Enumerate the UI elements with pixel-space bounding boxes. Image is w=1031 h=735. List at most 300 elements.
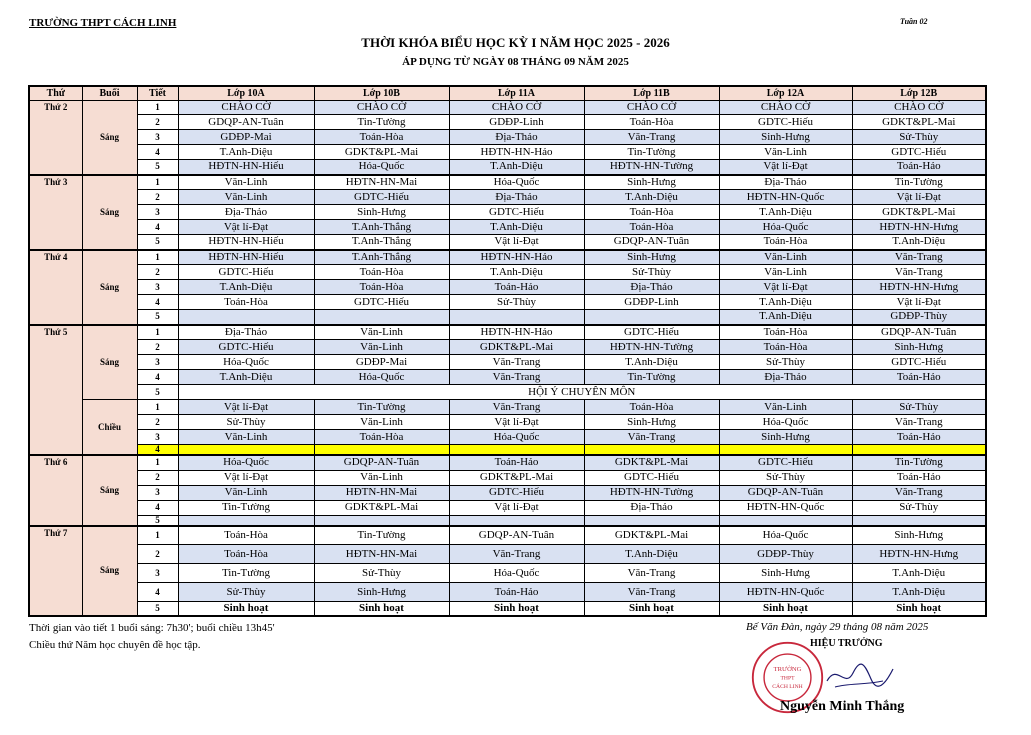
lesson-cell: GDTC-Hiếu	[178, 265, 314, 280]
lesson-cell: Sử-Thùy	[314, 564, 449, 583]
day-cell: Thứ 7	[29, 526, 82, 617]
lesson-cell: HĐTN-HN-Hưng	[852, 280, 986, 295]
lesson-cell: HĐTN-HN-Mai	[314, 545, 449, 564]
session-cell: Sáng	[82, 455, 137, 526]
lesson-cell: GDTC-Hiếu	[719, 115, 852, 130]
lesson-cell: Tin-Tường	[852, 175, 986, 190]
table-row	[29, 220, 986, 235]
lesson-cell: Địa-Thảo	[584, 280, 719, 295]
lesson-cell: Sử-Thùy	[852, 400, 986, 415]
table-row	[29, 385, 986, 400]
session-cell: Chiều	[82, 400, 137, 456]
lesson-cell: T.Anh-Diệu	[584, 355, 719, 370]
note-thursday: Chiều thứ Năm học chuyên đề học tập.	[29, 639, 201, 651]
lesson-cell: Hóa-Quốc	[719, 526, 852, 545]
table-row	[29, 205, 986, 220]
period-cell: 3	[137, 430, 178, 445]
lesson-cell: Toán-Hòa	[584, 115, 719, 130]
lesson-cell: GDKT&PL-Mai	[852, 205, 986, 220]
week-label: Tuần 02	[900, 17, 928, 26]
lesson-cell: HĐTN-HN-Hảo	[449, 145, 584, 160]
period-cell: 1	[137, 455, 178, 470]
lesson-cell: HĐTN-HN-Quốc	[719, 190, 852, 205]
lesson-cell: T.Anh-Diệu	[178, 280, 314, 295]
day-cell: Thứ 4	[29, 250, 82, 325]
lesson-cell: Vật lí-Đạt	[178, 400, 314, 415]
table-row	[29, 280, 986, 295]
lesson-cell	[584, 310, 719, 325]
lesson-cell: HĐTN-HN-Tường	[584, 340, 719, 355]
period-cell: 1	[137, 400, 178, 415]
table-row	[29, 430, 986, 445]
lesson-cell: Toán-Hòa	[584, 400, 719, 415]
lesson-cell: Văn-Trang	[449, 545, 584, 564]
column-header: Lớp 11A	[449, 86, 584, 101]
lesson-cell: Văn-Linh	[314, 340, 449, 355]
lesson-cell: GDKT&PL-Mai	[314, 145, 449, 160]
lesson-cell: Toán-Hảo	[449, 455, 584, 470]
lesson-cell: Hóa-Quốc	[314, 160, 449, 175]
lesson-cell: HĐTN-HN-Quốc	[719, 500, 852, 515]
column-header: Lớp 10B	[314, 86, 449, 101]
lesson-cell: Hóa-Quốc	[449, 430, 584, 445]
table-row	[29, 470, 986, 485]
lesson-cell: Địa-Thảo	[584, 500, 719, 515]
lesson-cell	[449, 310, 584, 325]
lesson-cell: Địa-Thảo	[719, 175, 852, 190]
lesson-cell: Sinh-Hưng	[852, 340, 986, 355]
period-cell: 2	[137, 190, 178, 205]
lesson-cell: Văn-Trang	[449, 370, 584, 385]
lesson-cell: GDTC-Hiếu	[852, 145, 986, 160]
lesson-cell: GDKT&PL-Mai	[584, 455, 719, 470]
lesson-cell: T.Anh-Diệu	[852, 235, 986, 250]
period-cell: 3	[137, 205, 178, 220]
period-cell: 2	[137, 470, 178, 485]
lesson-cell: T.Anh-Diệu	[719, 295, 852, 310]
lesson-cell: Toán-Hòa	[314, 280, 449, 295]
lesson-cell: GDTC-Hiếu	[178, 340, 314, 355]
lesson-cell: T.Anh-Diệu	[852, 583, 986, 602]
page-title: THỜI KHÓA BIỂU HỌC KỲ I NĂM HỌC 2025 - 2026	[361, 35, 670, 50]
day-cell: Thứ 3	[29, 175, 82, 250]
lesson-cell: Vật lí-Đạt	[719, 280, 852, 295]
session-cell: Sáng	[82, 526, 137, 617]
lesson-cell: T.Anh-Diệu	[178, 145, 314, 160]
table-row	[29, 400, 986, 415]
lesson-cell: HĐTN-HN-Mai	[314, 175, 449, 190]
lesson-cell: GDQP-AN-Tuân	[449, 526, 584, 545]
lesson-cell	[178, 515, 314, 526]
lesson-cell: CHÀO CỜ	[584, 101, 719, 115]
lesson-cell: Sinh hoạt	[584, 602, 719, 616]
lesson-cell: HĐTN-HN-Hảo	[449, 325, 584, 340]
lesson-cell: Toán-Hòa	[178, 295, 314, 310]
lesson-cell: Văn-Linh	[178, 430, 314, 445]
lesson-cell: Văn-Trang	[584, 430, 719, 445]
lesson-cell: Sinh-Hưng	[852, 526, 986, 545]
table-row	[29, 160, 986, 175]
lesson-cell: Toán-Hòa	[719, 340, 852, 355]
lesson-cell: Sử-Thùy	[719, 470, 852, 485]
lesson-cell: Văn-Linh	[719, 145, 852, 160]
lesson-cell: Địa-Thảo	[719, 370, 852, 385]
lesson-cell: Văn-Linh	[178, 175, 314, 190]
lesson-cell: GDTC-Hiếu	[314, 190, 449, 205]
period-cell: 5	[137, 602, 178, 616]
lesson-cell: CHÀO CỜ	[449, 101, 584, 115]
lesson-cell: GDTC-Hiếu	[449, 485, 584, 500]
lesson-cell	[314, 310, 449, 325]
lesson-cell: T.Anh-Thắng	[314, 235, 449, 250]
lesson-cell: T.Anh-Diệu	[449, 220, 584, 235]
lesson-cell: Văn-Trang	[852, 415, 986, 430]
period-cell: 5	[137, 385, 178, 400]
lesson-cell: Toán-Hảo	[852, 470, 986, 485]
lesson-cell: Sử-Thùy	[852, 130, 986, 145]
signer-name: Nguyễn Minh Thắng	[780, 699, 905, 714]
lesson-cell	[852, 515, 986, 526]
lesson-cell: GDTC-Hiếu	[314, 295, 449, 310]
lesson-cell	[584, 515, 719, 526]
lesson-cell: HĐTN-HN-Hưng	[852, 220, 986, 235]
period-cell: 5	[137, 235, 178, 250]
lesson-cell: Hóa-Quốc	[178, 455, 314, 470]
svg-text:THPT: THPT	[780, 675, 795, 682]
lesson-cell: GDTC-Hiếu	[584, 325, 719, 340]
lesson-cell: Địa-Thảo	[449, 130, 584, 145]
table-row	[29, 265, 986, 280]
lesson-cell: Văn-Linh	[314, 325, 449, 340]
session-cell: Sáng	[82, 101, 137, 175]
period-cell: 2	[137, 545, 178, 564]
lesson-cell: Toán-Hảo	[852, 160, 986, 175]
place-date: Bế Văn Đàn, ngày 29 tháng 08 năm 2025	[746, 621, 929, 633]
lesson-cell: T.Anh-Diệu	[178, 370, 314, 385]
lesson-cell: Địa-Thảo	[178, 205, 314, 220]
lesson-cell: Vật lí-Đạt	[719, 160, 852, 175]
lesson-cell: GDĐP-Thùy	[719, 545, 852, 564]
lesson-cell: Văn-Linh	[719, 265, 852, 280]
lesson-cell: Hóa-Quốc	[449, 564, 584, 583]
lesson-cell: Văn-Trang	[584, 583, 719, 602]
lesson-cell	[852, 445, 986, 456]
table-row	[29, 370, 986, 385]
lesson-cell: Văn-Linh	[719, 250, 852, 265]
column-header: Lớp 12B	[852, 86, 986, 101]
lesson-cell: Tin-Tường	[584, 370, 719, 385]
period-cell: 4	[137, 445, 178, 456]
lesson-cell	[178, 310, 314, 325]
lesson-cell	[314, 515, 449, 526]
lesson-cell: Toán-Hòa	[584, 205, 719, 220]
table-row	[29, 545, 986, 564]
lesson-cell: Vật lí-Đạt	[449, 415, 584, 430]
period-cell: 5	[137, 160, 178, 175]
lesson-cell: Sinh-Hưng	[314, 205, 449, 220]
period-cell: 3	[137, 280, 178, 295]
table-row	[29, 235, 986, 250]
school-name: TRƯỜNG THPT CÁCH LINH	[29, 17, 177, 29]
table-row	[29, 325, 986, 340]
lesson-cell: Hóa-Quốc	[178, 355, 314, 370]
lesson-cell: Toán-Hòa	[314, 265, 449, 280]
lesson-cell: Tin-Tường	[584, 145, 719, 160]
lesson-cell: T.Anh-Diệu	[449, 265, 584, 280]
table-row	[29, 115, 986, 130]
session-cell: Sáng	[82, 325, 137, 400]
period-cell: 3	[137, 485, 178, 500]
day-cell: Thứ 6	[29, 455, 82, 526]
lesson-cell	[584, 445, 719, 456]
lesson-cell: CHÀO CỜ	[719, 101, 852, 115]
period-cell: 1	[137, 250, 178, 265]
lesson-cell: Toán-Hòa	[314, 430, 449, 445]
lesson-cell: GDQP-AN-Tuân	[178, 115, 314, 130]
lesson-cell: Tin-Tường	[314, 115, 449, 130]
lesson-cell: Văn-Trang	[449, 355, 584, 370]
lesson-cell: HĐTN-HN-Hiếu	[178, 250, 314, 265]
lesson-cell: GDTC-Hiếu	[584, 470, 719, 485]
lesson-cell: GDĐP-Mai	[314, 355, 449, 370]
lesson-cell: Sử-Thùy	[584, 265, 719, 280]
lesson-cell: HĐTN-HN-Mai	[314, 485, 449, 500]
lesson-cell: HĐTN-HN-Hảo	[449, 250, 584, 265]
table-row	[29, 500, 986, 515]
lesson-cell: T.Anh-Diệu	[719, 310, 852, 325]
table-row	[29, 340, 986, 355]
principal-title: HIỆU TRƯỞNG	[810, 638, 883, 649]
lesson-cell: GDTC-Hiếu	[852, 355, 986, 370]
lesson-cell: HĐTN-HN-Quốc	[719, 583, 852, 602]
lesson-cell: T.Anh-Diệu	[852, 564, 986, 583]
lesson-cell: GDKT&PL-Mai	[314, 500, 449, 515]
lesson-cell: Văn-Linh	[314, 470, 449, 485]
session-cell: Sáng	[82, 250, 137, 325]
svg-text:CÁCH LINH: CÁCH LINH	[772, 683, 803, 690]
lesson-cell: Tin-Tường	[178, 500, 314, 515]
session-cell: Sáng	[82, 175, 137, 250]
table-row	[29, 101, 986, 115]
lesson-cell: Sử-Thùy	[178, 415, 314, 430]
svg-text:TRƯỜNG: TRƯỜNG	[773, 665, 802, 673]
lesson-cell: Sinh-Hưng	[719, 564, 852, 583]
lesson-cell: Toán-Hòa	[178, 545, 314, 564]
lesson-cell: Tin-Tường	[178, 564, 314, 583]
header-row	[29, 86, 986, 101]
table-row	[29, 602, 986, 616]
table-row	[29, 445, 986, 456]
table-row	[29, 455, 986, 470]
lesson-cell: Sử-Thùy	[178, 583, 314, 602]
lesson-cell: T.Anh-Diệu	[584, 545, 719, 564]
lesson-cell: Tin-Tường	[314, 400, 449, 415]
lesson-cell: GDKT&PL-Mai	[449, 470, 584, 485]
lesson-cell: Sinh hoạt	[314, 602, 449, 616]
period-cell: 2	[137, 115, 178, 130]
lesson-cell: Sử-Thùy	[852, 500, 986, 515]
lesson-cell: Vật lí-Đạt	[449, 235, 584, 250]
lesson-cell: Sinh-Hưng	[584, 250, 719, 265]
lesson-cell: T.Anh-Diệu	[719, 205, 852, 220]
lesson-cell: Tin-Tường	[314, 526, 449, 545]
lesson-cell: Văn-Trang	[852, 485, 986, 500]
lesson-cell: Sinh hoạt	[719, 602, 852, 616]
lesson-cell: CHÀO CỜ	[314, 101, 449, 115]
lesson-cell: CHÀO CỜ	[178, 101, 314, 115]
period-cell: 2	[137, 340, 178, 355]
lesson-cell: Sinh-Hưng	[584, 415, 719, 430]
lesson-cell: Văn-Trang	[584, 130, 719, 145]
period-cell: 2	[137, 415, 178, 430]
lesson-cell: GDQP-AN-Tuân	[719, 485, 852, 500]
table-row	[29, 310, 986, 325]
lesson-cell: GDĐP-Mai	[178, 130, 314, 145]
lesson-cell: Vật lí-Đạt	[852, 190, 986, 205]
lesson-cell: Vật lí-Đạt	[178, 220, 314, 235]
lesson-cell: T.Anh-Thắng	[314, 250, 449, 265]
note-start-time: Thời gian vào tiết 1 buổi sáng: 7h30'; buổi chiều 13h45'	[29, 622, 275, 634]
table-row	[29, 415, 986, 430]
lesson-cell: HĐTN-HN-Hiếu	[178, 160, 314, 175]
lesson-cell: HĐTN-HN-Hưng	[852, 545, 986, 564]
lesson-cell: Văn-Linh	[178, 190, 314, 205]
lesson-cell: Sinh hoạt	[449, 602, 584, 616]
lesson-cell: Sinh hoạt	[852, 602, 986, 616]
lesson-cell: T.Anh-Thắng	[314, 220, 449, 235]
lesson-cell: Vật lí-Đạt	[852, 295, 986, 310]
lesson-cell	[719, 445, 852, 456]
lesson-cell: T.Anh-Diệu	[449, 160, 584, 175]
day-cell: Thứ 2	[29, 101, 82, 175]
period-cell: 4	[137, 500, 178, 515]
lesson-cell: Địa-Thảo	[178, 325, 314, 340]
lesson-cell: Toán-Hòa	[584, 220, 719, 235]
period-cell: 2	[137, 265, 178, 280]
table-row	[29, 515, 986, 526]
period-cell: 4	[137, 145, 178, 160]
timetable-body	[29, 101, 986, 617]
period-cell: 1	[137, 101, 178, 115]
lesson-cell: Văn-Trang	[852, 265, 986, 280]
lesson-cell: Toán-Hảo	[852, 430, 986, 445]
lesson-cell: Văn-Trang	[584, 564, 719, 583]
table-row	[29, 250, 986, 265]
lesson-cell: Toán-Hòa	[178, 526, 314, 545]
lesson-cell: Hóa-Quốc	[719, 415, 852, 430]
column-header: Buổi	[82, 86, 137, 101]
lesson-cell: Văn-Trang	[852, 250, 986, 265]
table-row	[29, 583, 986, 602]
column-header: Lớp 10A	[178, 86, 314, 101]
lesson-cell: Sinh-Hưng	[314, 583, 449, 602]
lesson-cell: GDĐP-Thùy	[852, 310, 986, 325]
period-cell: 4	[137, 220, 178, 235]
page-subtitle: ÁP DỤNG TỪ NGÀY 08 THÁNG 09 NĂM 2025	[402, 56, 629, 68]
column-header: Thứ	[29, 86, 82, 101]
lesson-cell: Sử-Thùy	[719, 355, 852, 370]
lesson-cell: GDĐP-Linh	[449, 115, 584, 130]
lesson-cell: GDĐP-Linh	[584, 295, 719, 310]
period-cell: 1	[137, 526, 178, 545]
lesson-cell: Sinh hoạt	[178, 602, 314, 616]
table-row	[29, 526, 986, 545]
lesson-cell	[449, 515, 584, 526]
table-row	[29, 145, 986, 160]
table-row	[29, 190, 986, 205]
lesson-cell	[449, 445, 584, 456]
lesson-cell	[719, 515, 852, 526]
timetable	[28, 85, 987, 617]
table-row	[29, 295, 986, 310]
lesson-cell: HĐTN-HN-Tường	[584, 485, 719, 500]
lesson-cell: Hóa-Quốc	[449, 175, 584, 190]
lesson-cell: Toán-Hảo	[449, 280, 584, 295]
lesson-cell: Sinh-Hưng	[719, 130, 852, 145]
lesson-cell: Toán-Hòa	[314, 130, 449, 145]
period-cell: 3	[137, 130, 178, 145]
period-cell: 5	[137, 515, 178, 526]
lesson-cell: GDTC-Hiếu	[719, 455, 852, 470]
period-cell: 3	[137, 564, 178, 583]
period-cell: 4	[137, 583, 178, 602]
lesson-cell: Sinh-Hưng	[584, 175, 719, 190]
period-cell: 4	[137, 370, 178, 385]
period-cell: 1	[137, 175, 178, 190]
table-row	[29, 355, 986, 370]
lesson-cell	[178, 445, 314, 456]
lesson-cell: Sinh-Hưng	[719, 430, 852, 445]
lesson-cell: T.Anh-Diệu	[584, 190, 719, 205]
period-cell: 1	[137, 325, 178, 340]
table-row	[29, 564, 986, 583]
lesson-cell: Văn-Linh	[719, 400, 852, 415]
lesson-cell: HĐTN-HN-Tường	[584, 160, 719, 175]
lesson-cell: Hóa-Quốc	[719, 220, 852, 235]
lesson-cell: HĐTN-HN-Hiếu	[178, 235, 314, 250]
lesson-cell: Văn-Linh	[178, 485, 314, 500]
lesson-cell: GDKT&PL-Mai	[584, 526, 719, 545]
lesson-cell: Vật lí-Đạt	[449, 500, 584, 515]
table-row	[29, 175, 986, 190]
lesson-cell: Toán-Hòa	[719, 235, 852, 250]
lesson-cell: Toán-Hảo	[852, 370, 986, 385]
lesson-cell: Sử-Thùy	[449, 295, 584, 310]
lesson-cell: Toán-Hảo	[449, 583, 584, 602]
lesson-cell: GDTC-Hiếu	[449, 205, 584, 220]
merged-activity-cell: HỘI Ý CHUYÊN MÔN	[178, 385, 986, 400]
lesson-cell: GDKT&PL-Mai	[852, 115, 986, 130]
column-header: Lớp 11B	[584, 86, 719, 101]
lesson-cell: GDQP-AN-Tuân	[314, 455, 449, 470]
lesson-cell: Văn-Trang	[449, 400, 584, 415]
lesson-cell	[314, 445, 449, 456]
period-cell: 5	[137, 310, 178, 325]
period-cell: 3	[137, 355, 178, 370]
lesson-cell: Địa-Thảo	[449, 190, 584, 205]
lesson-cell: GDQP-AN-Tuân	[584, 235, 719, 250]
lesson-cell: GDQP-AN-Tuân	[852, 325, 986, 340]
table-row	[29, 130, 986, 145]
column-header: Lớp 12A	[719, 86, 852, 101]
lesson-cell: Văn-Linh	[314, 415, 449, 430]
table-row	[29, 485, 986, 500]
lesson-cell: CHÀO CỜ	[852, 101, 986, 115]
signature-mark	[825, 655, 895, 695]
period-cell: 4	[137, 295, 178, 310]
lesson-cell: Toán-Hòa	[719, 325, 852, 340]
lesson-cell: Vật lí-Đạt	[178, 470, 314, 485]
